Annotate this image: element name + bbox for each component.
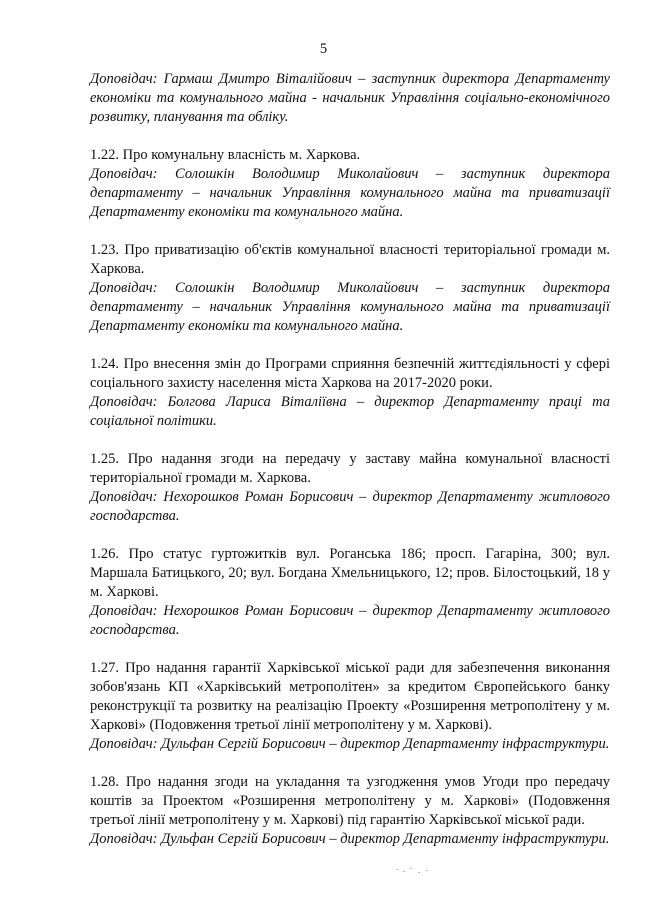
agenda-item-1-25: [90, 450, 610, 526]
speaker-line: Доповідач: Дульфан Сергій Борисович – директор Департаменту інфраструктури.: [90, 736, 610, 752]
speaker-line: Доповідач: Нехорошков Роман Борисович – директор Департаменту житлового господарства.: [90, 489, 610, 524]
agenda-item-1-28: [90, 773, 610, 849]
agenda-item-1-26: [90, 545, 610, 640]
agenda-topic: 1.25. Про надання згоди на передачу у заставу майна комунальної власності територіальної громади м. Харкова.: [90, 451, 610, 486]
agenda-topic: 1.24. Про внесення змін до Програми сприяння безпечній життєдіяльності у сфері соціального захисту населення міста Харкова на 2017-2020 роки.: [90, 356, 610, 391]
page-number: 5: [319, 41, 328, 57]
speaker-line: Доповідач: Солошкін Володимир Миколайович – заступник директора департаменту – начальник Управління комунального майна та приватизації Департаменту економіки та комунального майна.: [90, 166, 610, 220]
agenda-topic: 1.22. Про комунальну власність м. Харкова.: [90, 147, 361, 163]
speaker-line: Доповідач: Нехорошков Роман Борисович – директор Департаменту житлового господарства.: [90, 603, 610, 638]
document-body: [90, 70, 610, 868]
agenda-topic: 1.26. Про статус гуртожитків вул. Роганська 186; просп. Гагаріна, 300; вул. Маршала Батицького, 20; вул. Богдана Хмельницького, 12; пров. Білостоцький, 18 у м. Харкові.: [90, 546, 610, 600]
agenda-topic: 1.27. Про надання гарантії Харківської міської ради для забезпечення виконання зобов'язань КП «Харківський метрополітен» за кредитом Європейського банку реконструкції та розвитку на реалізацію Проекту «Розширення метрополітену у м. Харкові» (Подовження третьої лінії метрополітену у м. Харкові).: [90, 660, 610, 733]
agenda-topic: 1.28. Про надання згоди на укладання та узгодження умов Угоди про передачу коштів за Проектом «Розширення метрополітену у м. Харкові» (Подовження третьої лінії метрополітену у м. Харкові) під гарантію Харківської міської ради.: [90, 774, 610, 828]
speaker-line: Доповідач: Солошкін Володимир Миколайович – заступник директора департаменту – начальник Управління комунального майна та приватизації Департаменту економіки та комунального майна.: [90, 280, 610, 334]
speaker-line: Доповідач: Болгова Лариса Віталіївна – директор Департаменту праці та соціальної політики.: [90, 394, 610, 429]
speaker-line: Доповідач: Гармаш Дмитро Віталійович – заступник директора Департаменту економіки та комунального майна - начальник Управління соціально-економічного розвитку, планування та обліку.: [90, 71, 610, 125]
speaker-line: Доповідач: Дульфан Сергій Борисович – директор Департаменту інфраструктури.: [90, 831, 610, 847]
agenda-item-1-23: [90, 241, 610, 336]
scan-specks: [396, 866, 436, 874]
agenda-item-1-24: [90, 355, 610, 431]
agenda-item-1-22: [90, 146, 610, 222]
agenda-topic: 1.23. Про приватизацію об'єктів комунальної власності територіальної громади м. Харкова.: [90, 242, 610, 277]
agenda-item-1-27: [90, 659, 610, 754]
